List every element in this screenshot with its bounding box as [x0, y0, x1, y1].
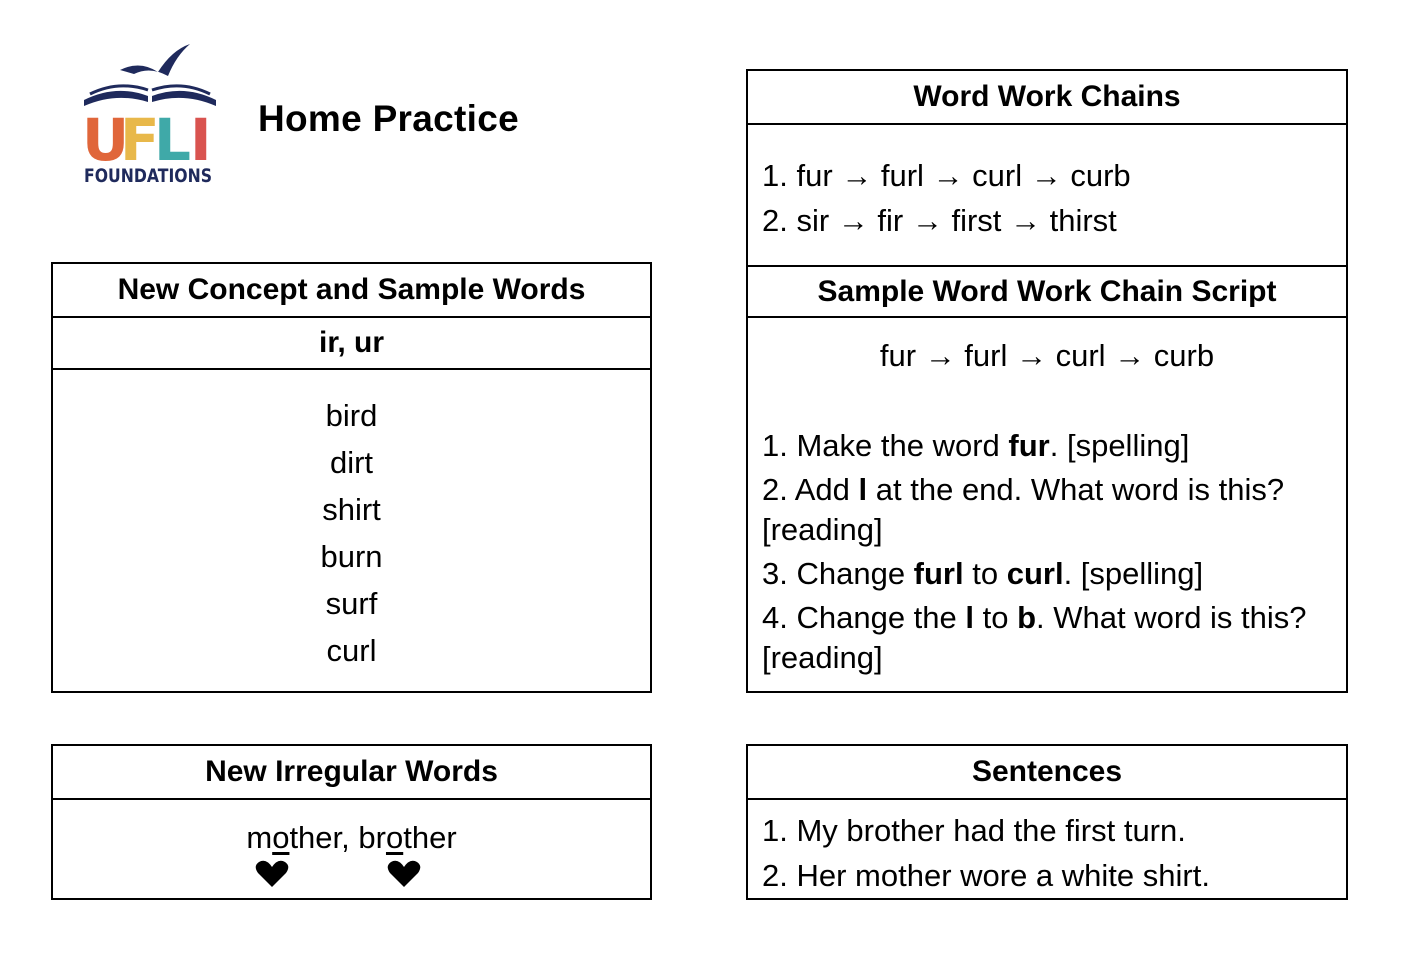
script-step: 2. Add l at the end. What word is this? [reading] [762, 472, 1285, 547]
logo-letter-u: U [82, 106, 130, 174]
sentences-heading: Sentences [748, 746, 1346, 800]
script-step: 3. Change furl to curl. [spelling] [762, 556, 1204, 591]
sample-word: burn [320, 539, 383, 574]
script-steps [748, 426, 1346, 678]
irregular-words-line: mother, brother [246, 820, 457, 855]
sample-word: dirt [329, 445, 374, 480]
new-concept-panel [51, 262, 652, 693]
logo-letter-l: L [154, 106, 191, 174]
chain-item: 1. fur → furl → curl → curb [762, 158, 1131, 193]
sample-word: bird [325, 398, 378, 433]
concept-pattern: ir, ur [53, 318, 650, 370]
word-work-panel [746, 69, 1348, 693]
page-title: Home Practice [258, 98, 519, 139]
irregular-word-mother: mother [246, 820, 342, 855]
sample-word-list [53, 370, 650, 674]
heart-icon [255, 860, 289, 888]
chain-script-heading: Sample Word Work Chain Script [748, 265, 1346, 318]
word-work-chains-list [748, 125, 1346, 265]
logo-letter-f: F [120, 106, 160, 174]
sentence-item: 1. My brother had the first turn. [762, 813, 1186, 848]
bird-icon [120, 44, 190, 76]
chain-item: 2. sir → fir → first → thirst [762, 203, 1117, 238]
sentences-panel [746, 744, 1348, 900]
irregular-word-brother: brother [358, 820, 457, 855]
word-work-chains-heading: Word Work Chains [748, 71, 1346, 125]
script-step: 1. Make the word fur. [spelling] [762, 428, 1190, 463]
sample-word: shirt [322, 492, 381, 527]
logo-subtext: FOUNDATIONS [84, 165, 212, 187]
sentence-item: 2. Her mother wore a white shirt. [762, 858, 1210, 893]
sample-word: surf [325, 586, 378, 621]
irregular-words-panel [51, 744, 652, 900]
script-step: 4. Change the l to b. What word is this? [reading] [762, 600, 1307, 675]
ufli-foundations-logo [80, 42, 220, 188]
sample-word: curl [326, 633, 377, 668]
logo-letter-i: I [190, 106, 212, 174]
irregular-words-heading: New Irregular Words [53, 746, 650, 800]
script-chain: fur → furl → curl → curb [879, 338, 1215, 373]
sentence-list [748, 800, 1346, 898]
new-concept-heading: New Concept and Sample Words [53, 264, 650, 318]
heart-icon [387, 860, 421, 888]
